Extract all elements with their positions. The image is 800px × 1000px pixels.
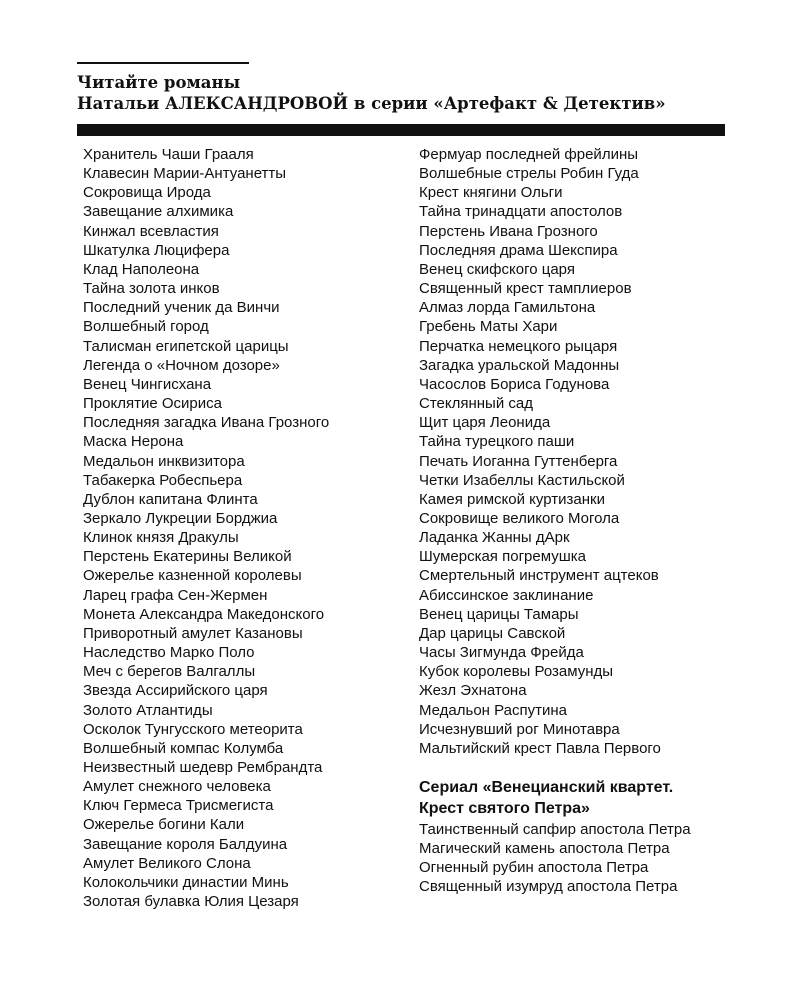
book-title: Шумерская погремушка <box>419 548 586 566</box>
book-title: Клад Наполеона <box>83 260 200 278</box>
book-title: Щит царя Леонида <box>419 414 551 432</box>
book-title: Ларец графа Сен-Жермен <box>83 586 268 604</box>
book-title: Волшебный компас Колумба <box>83 739 284 757</box>
book-title: Ожерелье казненной королевы <box>83 567 302 585</box>
book-title: Проклятие Осириса <box>83 395 222 413</box>
book-title: Кубок королевы Розамунды <box>419 663 614 681</box>
book-title: Маска Нерона <box>83 433 184 451</box>
book-title: Таинственный сапфир апостола Петра <box>419 821 691 838</box>
book-title: Стеклянный сад <box>419 395 533 413</box>
book-title: Жезл Эхнатона <box>419 682 527 700</box>
book-title: Тайна тринадцати апостолов <box>419 203 623 221</box>
left-title-list <box>83 145 329 911</box>
book-title: Неизвестный шедевр Рембрандта <box>83 759 323 776</box>
book-title: Амулет снежного человека <box>83 778 271 796</box>
book-title: Последняя загадка Ивана Грозного <box>83 414 330 432</box>
book-title: Осколок Тунгусского метеорита <box>83 720 303 738</box>
book-title: Клинок князя Дракулы <box>83 529 239 547</box>
book-title: Священный изумруд апостола Петра <box>419 878 678 896</box>
book-title: Дублон капитана Флинта <box>83 490 258 508</box>
book-title: Абиссинское заклинание <box>419 586 594 604</box>
book-title: Смертельный инструмент ацтеков <box>419 567 659 585</box>
right-title-list <box>419 145 661 758</box>
book-title: Приворотный амулет Казановы <box>83 624 303 642</box>
series-title <box>419 777 673 819</box>
book-title: Алмаз лорда Гамильтона <box>419 299 596 317</box>
book-title: Гребень Маты Хари <box>419 318 558 336</box>
book-title: Монета Александра Македонского <box>83 605 325 623</box>
book-title: Сокровище великого Могола <box>419 509 620 527</box>
book-title: Кинжал всевластия <box>83 222 219 240</box>
book-title: Венец скифского царя <box>419 260 575 278</box>
book-title: Часослов Бориса Годунова <box>419 375 610 393</box>
book-title: Ключ Гермеса Трисмегиста <box>83 797 274 815</box>
book-title: Венец Чингисхана <box>83 375 212 393</box>
page-heading <box>77 72 666 114</box>
book-title: Хранитель Чаши Грааля <box>83 146 254 163</box>
book-title: Священный крест тамплиеров <box>419 280 632 298</box>
series-title-list <box>419 820 691 897</box>
book-title: Фермуар последней фрейлины <box>419 146 639 163</box>
book-title: Камея римской куртизанки <box>419 490 605 508</box>
book-title: Перчатка немецкого рыцаря <box>419 337 618 355</box>
heading-line-1: Читайте романы <box>77 73 241 92</box>
book-title: Тайна турецкого паши <box>419 433 575 451</box>
book-title: Магический камень апостола Петра <box>419 840 670 858</box>
book-title: Загадка уральской Мадонны <box>419 356 620 374</box>
book-title: Дар царицы Савской <box>419 624 566 642</box>
book-title: Завещание алхимика <box>83 203 234 221</box>
book-title: Волшебные стрелы Робин Гуда <box>419 165 639 183</box>
book-title: Талисман египетской царицы <box>83 337 289 355</box>
book-title: Огненный рубин апостола Петра <box>419 859 649 877</box>
book-title: Завещание короля Балдуина <box>83 835 288 853</box>
book-title: Волшебный город <box>83 318 209 336</box>
book-title: Золотая булавка Юлия Цезаря <box>83 893 299 911</box>
book-title: Клавесин Марии-Антуанетты <box>83 165 287 183</box>
book-title: Легенда о «Ночном дозоре» <box>83 356 280 374</box>
series-title-line-1: Сериал «Венецианский квартет. <box>419 779 674 796</box>
heading-divider <box>77 124 725 136</box>
book-title: Исчезнувший рог Минотавра <box>419 720 620 738</box>
book-title: Венец царицы Тамары <box>419 605 579 623</box>
book-title: Наследство Марко Поло <box>83 644 255 662</box>
book-title: Четки Изабеллы Кастильской <box>419 471 625 489</box>
book-title: Табакерка Робеспьера <box>83 471 243 489</box>
book-title: Сокровища Ирода <box>83 184 211 202</box>
heading-line-2: Натальи АЛЕКСАНДРОВОЙ в серии «Артефакт & Детектив» <box>77 94 666 113</box>
book-title: Амулет Великого Слона <box>83 854 251 872</box>
top-divider <box>77 62 249 64</box>
book-title: Печать Иоганна Гуттенберга <box>419 452 618 470</box>
book-title: Последний ученик да Винчи <box>83 299 280 317</box>
book-title: Мальтийский крест Павла Первого <box>419 739 661 757</box>
book-title: Шкатулка Люцифера <box>83 241 230 259</box>
book-title: Часы Зигмунда Фрейда <box>419 644 584 662</box>
book-title: Золото Атлантиды <box>83 701 213 719</box>
book-title: Колокольчики династии Минь <box>83 873 289 891</box>
book-title: Последняя драма Шекспира <box>419 241 618 259</box>
series-title-line-2: Крест святого Петра» <box>419 800 590 817</box>
book-title: Ладанка Жанны дАрк <box>419 529 570 547</box>
book-title: Зеркало Лукреции Борджиа <box>83 509 278 527</box>
book-title: Перстень Екатерины Великой <box>83 548 292 566</box>
book-title: Медальон Распутина <box>419 701 567 719</box>
book-title: Звезда Ассирийского царя <box>83 682 268 700</box>
book-title: Крест княгини Ольги <box>419 184 563 202</box>
book-title: Ожерелье богини Кали <box>83 816 245 834</box>
book-title: Тайна золота инков <box>83 280 220 298</box>
book-title: Перстень Ивана Грозного <box>419 222 598 240</box>
book-title: Медальон инквизитора <box>83 452 245 470</box>
book-title: Меч с берегов Валгаллы <box>83 663 256 681</box>
